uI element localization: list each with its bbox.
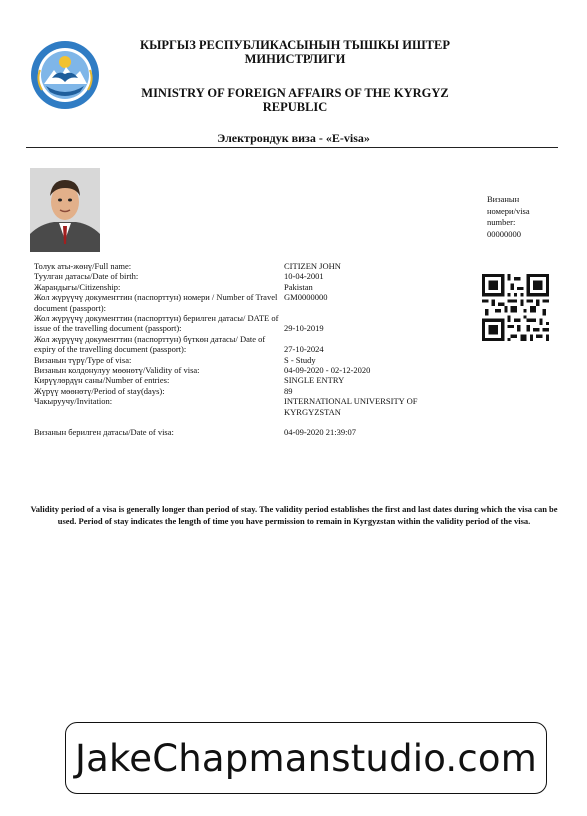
visa-number-value: 00000000 [487, 228, 521, 239]
detail-label: Толук аты-жөнү/Full name: [34, 261, 132, 271]
detail-value: 27-10-2024 [284, 343, 324, 354]
detail-row [34, 365, 454, 375]
visa-details [34, 261, 454, 438]
detail-value: S - Study [284, 354, 316, 365]
detail-label: Визанын колдонулуу мөөнөтү/Validity of visa: [34, 365, 200, 376]
detail-value: 04-09-2020 21:39:07 [284, 427, 357, 438]
detail-label: Визанын берилген датасы/Date of visa: [34, 427, 174, 438]
applicant-photo-icon [30, 168, 100, 252]
detail-value: 10-04-2001 [284, 271, 324, 282]
validity-note: Validity period of a visa is generally longer than period of stay. The validity period establishes the first and last dates during which the visa can be used. Period of stay indicates the length of time you have permission to remain in Kyrgyzstan within the validity period of the visa. [30, 504, 558, 526]
kyrgyz-state-emblem-icon [30, 40, 100, 110]
detail-row [34, 282, 454, 292]
detail-value: 29-10-2019 [284, 323, 324, 334]
detail-row [34, 313, 454, 334]
detail-label: Жол жүрүүчү документтин (паспорттун) берилген датасы/ DATE of issue of the travelling document (passport): [34, 313, 279, 334]
ministry-title-kyrgyz: КЫРГЫЗ РЕСПУБЛИКАСЫНЫН ТЫШКЫ ИШТЕР МИНИСТРЛИГИ [140, 38, 450, 66]
detail-row [34, 375, 454, 385]
detail-value: GM0000000 [284, 292, 328, 303]
detail-value: Pakistan [284, 281, 313, 292]
detail-value: SINGLE ENTRY [284, 375, 345, 386]
detail-row [34, 292, 454, 313]
detail-value: 89 [284, 385, 293, 396]
detail-label: Жүрүү мөөнөтү/Period of stay(days): [34, 385, 165, 396]
detail-label: Жарандыгы/Citizenship: [34, 281, 121, 292]
detail-row [34, 386, 454, 396]
detail-label: Кирүүлөрдүн саны/Number of entries: [34, 375, 170, 386]
detail-label: Чакыруучу/Invitation: [34, 396, 113, 407]
detail-label: Жол жүрүүчү документтин (паспорттун) номери / Number of Travel document (passport): [34, 292, 278, 313]
detail-row [34, 334, 454, 355]
detail-row [34, 271, 454, 281]
watermark-banner: JakeChapmanstudio.com [65, 722, 547, 794]
visa-number-block [487, 194, 557, 240]
ministry-title-english: MINISTRY OF FOREIGN AFFAIRS OF THE KYRGYZ REPUBLIC [141, 86, 449, 114]
detail-value: 04-09-2020 - 02-12-2020 [284, 365, 371, 376]
detail-value: CITIZEN JOHN [284, 261, 341, 271]
detail-label: Визанын түрү/Type of visa: [34, 354, 132, 365]
detail-value: INTERNATIONAL UNIVERSITY OF KYRGYZSTAN [284, 396, 418, 417]
detail-row [34, 396, 454, 417]
evisa-title: Электрондук виза - «E-visa» [217, 131, 370, 145]
detail-row [34, 355, 454, 365]
header-divider [26, 147, 558, 148]
detail-label: Жол жүрүүчү документтин (паспорттун) бүткөн датасы/ Date of expiry of the travelling document (passport): [34, 333, 266, 355]
detail-row [34, 261, 454, 271]
qr-code-icon [482, 274, 549, 341]
visa-number-label: Визанын номери/visa number: [487, 194, 530, 227]
detail-row [34, 427, 454, 437]
detail-label: Туулган датасы/Date of birth: [34, 271, 139, 282]
